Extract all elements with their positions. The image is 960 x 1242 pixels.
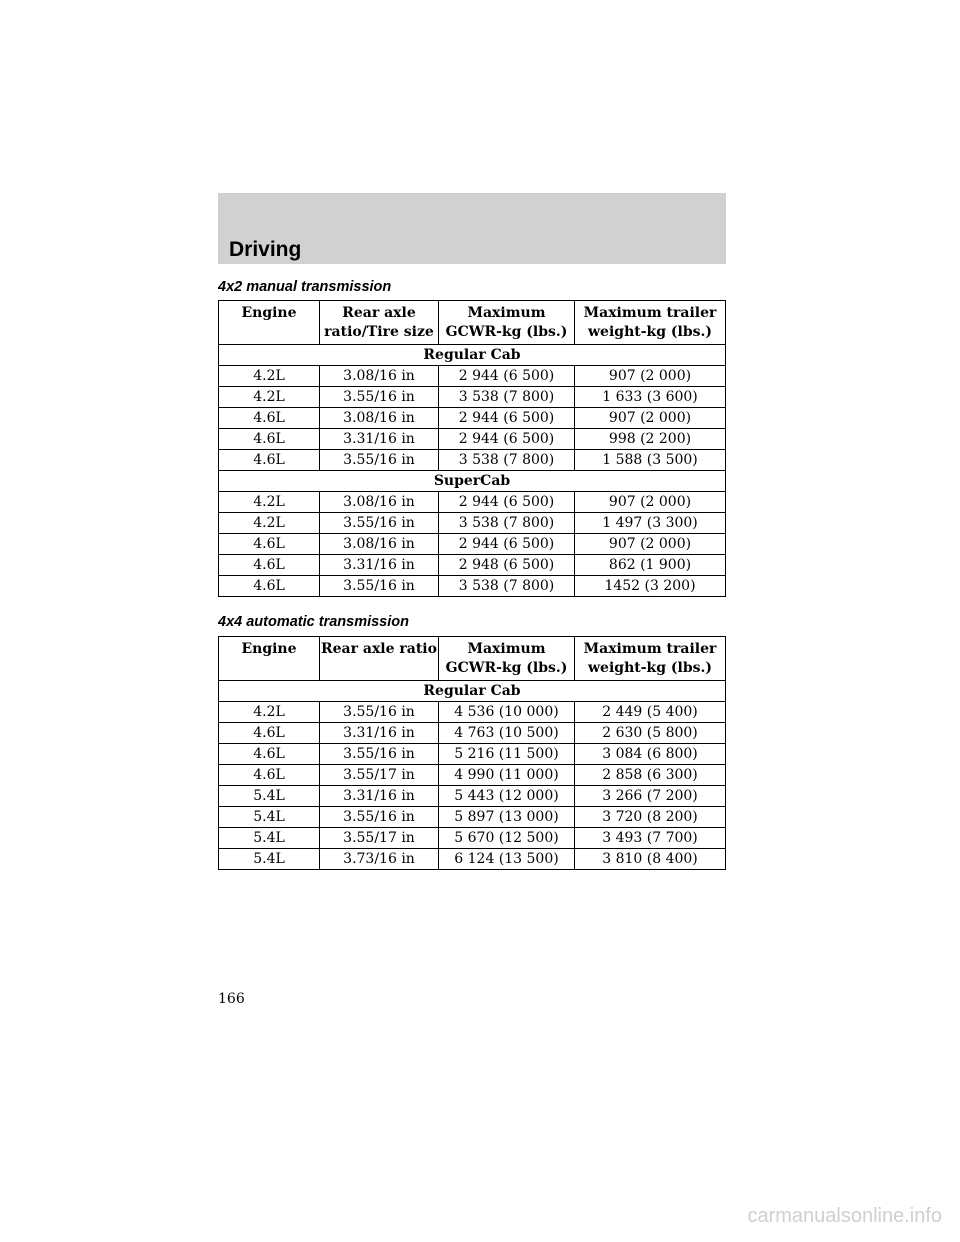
cell-gcwr: 5 897 (13 000) bbox=[439, 807, 575, 828]
cell-trailer: 2 858 (6 300) bbox=[575, 765, 726, 786]
cell-engine: 5.4L bbox=[219, 828, 320, 849]
cell-engine: 5.4L bbox=[219, 807, 320, 828]
cell-axle: 3.31/16 in bbox=[320, 786, 439, 807]
cell-trailer: 1 497 (3 300) bbox=[575, 513, 726, 534]
table-row bbox=[219, 576, 726, 597]
cell-axle: 3.55/16 in bbox=[320, 387, 439, 408]
watermark-logo: carmanualsonline.info bbox=[747, 1205, 942, 1227]
cell-trailer: 2 449 (5 400) bbox=[575, 702, 726, 723]
cell-gcwr: 6 124 (13 500) bbox=[439, 849, 575, 870]
cell-engine: 4.6L bbox=[219, 429, 320, 450]
cell-trailer: 907 (2 000) bbox=[575, 534, 726, 555]
cell-axle: 3.31/16 in bbox=[320, 555, 439, 576]
cell-engine: 4.2L bbox=[219, 366, 320, 387]
cell-trailer: 998 (2 200) bbox=[575, 429, 726, 450]
table-row bbox=[219, 786, 726, 807]
page-section-title: Driving bbox=[229, 238, 302, 261]
cell-trailer: 1 633 (3 600) bbox=[575, 387, 726, 408]
table-title-4x2-manual: 4x2 manual transmission bbox=[218, 279, 392, 295]
section-header-band bbox=[218, 193, 726, 264]
towing-table-4x4-automatic bbox=[218, 636, 726, 870]
cell-gcwr: 3 538 (7 800) bbox=[439, 513, 575, 534]
cell-trailer: 3 266 (7 200) bbox=[575, 786, 726, 807]
group-label: Regular Cab bbox=[219, 345, 726, 366]
cell-gcwr: 4 990 (11 000) bbox=[439, 765, 575, 786]
cell-gcwr: 5 443 (12 000) bbox=[439, 786, 575, 807]
cell-engine: 5.4L bbox=[219, 786, 320, 807]
cell-gcwr: 2 944 (6 500) bbox=[439, 429, 575, 450]
table-header-row bbox=[219, 301, 726, 345]
group-label: SuperCab bbox=[219, 471, 726, 492]
cell-gcwr: 2 944 (6 500) bbox=[439, 534, 575, 555]
table-row bbox=[219, 744, 726, 765]
table-row bbox=[219, 366, 726, 387]
cell-axle: 3.08/16 in bbox=[320, 408, 439, 429]
column-header-trailer-weight: Maximum trailer weight-kg (lbs.) bbox=[575, 637, 726, 681]
table-row bbox=[219, 828, 726, 849]
cell-axle: 3.55/17 in bbox=[320, 765, 439, 786]
group-row bbox=[219, 471, 726, 492]
cell-axle: 3.55/16 in bbox=[320, 744, 439, 765]
table-row bbox=[219, 429, 726, 450]
cell-trailer: 1452 (3 200) bbox=[575, 576, 726, 597]
cell-axle: 3.08/16 in bbox=[320, 492, 439, 513]
cell-axle: 3.55/16 in bbox=[320, 513, 439, 534]
column-header-engine: Engine bbox=[219, 637, 320, 681]
cell-gcwr: 2 944 (6 500) bbox=[439, 408, 575, 429]
cell-axle: 3.31/16 in bbox=[320, 723, 439, 744]
page-number: 166 bbox=[218, 991, 245, 1007]
cell-engine: 4.6L bbox=[219, 744, 320, 765]
cell-engine: 4.6L bbox=[219, 765, 320, 786]
cell-gcwr: 2 948 (6 500) bbox=[439, 555, 575, 576]
table-row bbox=[219, 555, 726, 576]
cell-axle: 3.55/16 in bbox=[320, 576, 439, 597]
table-header-row bbox=[219, 637, 726, 681]
table-row bbox=[219, 450, 726, 471]
table-row bbox=[219, 807, 726, 828]
cell-gcwr: 5 670 (12 500) bbox=[439, 828, 575, 849]
group-row bbox=[219, 681, 726, 702]
cell-axle: 3.55/16 in bbox=[320, 450, 439, 471]
cell-gcwr: 4 536 (10 000) bbox=[439, 702, 575, 723]
cell-axle: 3.55/16 in bbox=[320, 807, 439, 828]
table-row bbox=[219, 849, 726, 870]
cell-gcwr: 4 763 (10 500) bbox=[439, 723, 575, 744]
cell-axle: 3.08/16 in bbox=[320, 366, 439, 387]
cell-gcwr: 3 538 (7 800) bbox=[439, 450, 575, 471]
cell-gcwr: 3 538 (7 800) bbox=[439, 387, 575, 408]
cell-axle: 3.55/16 in bbox=[320, 702, 439, 723]
cell-engine: 4.6L bbox=[219, 408, 320, 429]
cell-engine: 4.6L bbox=[219, 534, 320, 555]
cell-gcwr: 3 538 (7 800) bbox=[439, 576, 575, 597]
cell-axle: 3.31/16 in bbox=[320, 429, 439, 450]
table-title-4x4-automatic: 4x4 automatic transmission bbox=[218, 614, 409, 630]
cell-engine: 4.6L bbox=[219, 555, 320, 576]
cell-trailer: 862 (1 900) bbox=[575, 555, 726, 576]
column-header-trailer-weight: Maximum trailer weight-kg (lbs.) bbox=[575, 301, 726, 345]
cell-trailer: 3 493 (7 700) bbox=[575, 828, 726, 849]
cell-engine: 4.6L bbox=[219, 723, 320, 744]
cell-trailer: 3 084 (6 800) bbox=[575, 744, 726, 765]
column-header-engine: Engine bbox=[219, 301, 320, 345]
table-row bbox=[219, 387, 726, 408]
cell-trailer: 907 (2 000) bbox=[575, 492, 726, 513]
table-row bbox=[219, 492, 726, 513]
cell-engine: 4.2L bbox=[219, 513, 320, 534]
table-row bbox=[219, 408, 726, 429]
column-header-gcwr: Maximum GCWR-kg (lbs.) bbox=[439, 301, 575, 345]
cell-engine: 5.4L bbox=[219, 849, 320, 870]
cell-trailer: 1 588 (3 500) bbox=[575, 450, 726, 471]
cell-trailer: 3 720 (8 200) bbox=[575, 807, 726, 828]
cell-engine: 4.6L bbox=[219, 450, 320, 471]
cell-trailer: 2 630 (5 800) bbox=[575, 723, 726, 744]
group-row bbox=[219, 345, 726, 366]
cell-gcwr: 2 944 (6 500) bbox=[439, 366, 575, 387]
cell-engine: 4.6L bbox=[219, 576, 320, 597]
cell-axle: 3.08/16 in bbox=[320, 534, 439, 555]
cell-trailer: 907 (2 000) bbox=[575, 366, 726, 387]
table-row bbox=[219, 702, 726, 723]
towing-table-4x2-manual bbox=[218, 300, 726, 597]
table-row bbox=[219, 723, 726, 744]
cell-axle: 3.73/16 in bbox=[320, 849, 439, 870]
column-header-rear-axle: Rear axle ratio bbox=[320, 637, 439, 681]
cell-trailer: 3 810 (8 400) bbox=[575, 849, 726, 870]
cell-axle: 3.55/17 in bbox=[320, 828, 439, 849]
cell-engine: 4.2L bbox=[219, 492, 320, 513]
group-label: Regular Cab bbox=[219, 681, 726, 702]
cell-engine: 4.2L bbox=[219, 387, 320, 408]
column-header-gcwr: Maximum GCWR-kg (lbs.) bbox=[439, 637, 575, 681]
cell-gcwr: 2 944 (6 500) bbox=[439, 492, 575, 513]
cell-trailer: 907 (2 000) bbox=[575, 408, 726, 429]
column-header-rear-axle: Rear axle ratio/Tire size bbox=[320, 301, 439, 345]
cell-gcwr: 5 216 (11 500) bbox=[439, 744, 575, 765]
cell-engine: 4.2L bbox=[219, 702, 320, 723]
table-row bbox=[219, 765, 726, 786]
table-row bbox=[219, 513, 726, 534]
table-row bbox=[219, 534, 726, 555]
